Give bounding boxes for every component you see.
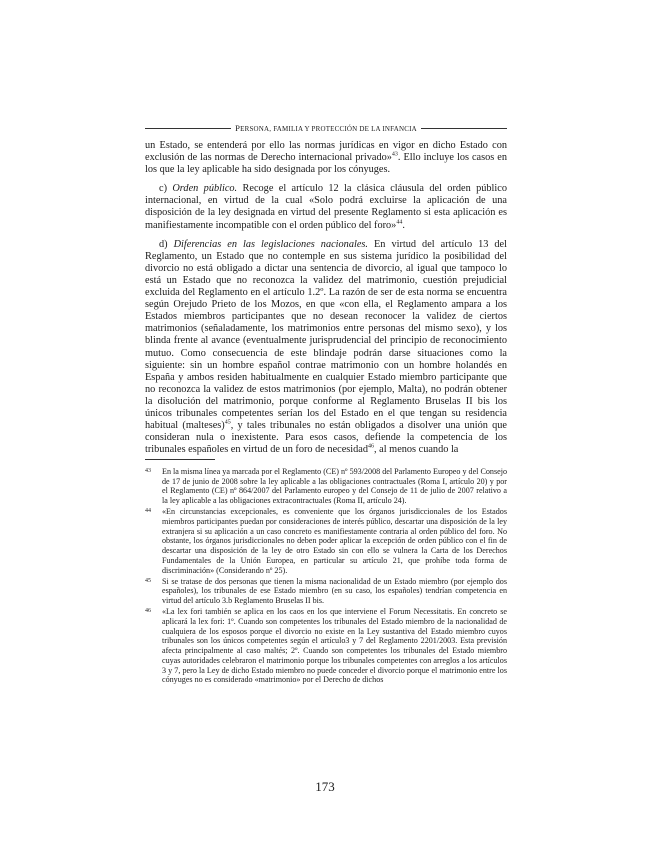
footnote-number: 46 <box>145 608 151 615</box>
running-header <box>145 121 507 135</box>
footnote-text: «En circunstancias excepcionales, es conveniente que los órganos jurisdiccionales de los Estados miembros participantes puedan por consideraciones de interés público, descartar una disposición de la ley extranjera si su aplicación a un caso concreto es manifiestamente contraria al orden público del foro. No obstante, los órganos jurisdiccionales no deben poder aplicar la excepción de orden público con el fin de descartar una disposición de la ley de otro Estado sin con ello se vulnera la Carta de los Derechos Fundamentales de la Unión Europea, en particular su artículo 21, que prohíbe toda forma de discriminación» (Considerando nº 25). <box>162 507 507 575</box>
paragraph-continuation <box>145 140 507 176</box>
page-number: 173 <box>315 779 335 794</box>
paragraph-text: , al menos cuando la <box>374 444 459 456</box>
header-rule-left <box>145 128 231 129</box>
paragraph-text: En virtud del artículo 13 del Reglamento, un Estado que no contemple en sus sistema jurídico la posibilidad del divorcio no está obligado a dictar una sentencia de divorcio, al igual que tampoco lo está un Estado que no reconozca la validez del matrimonio, cuestión prejudicial excluida del Reglamento en el artículo 1.2º. La razón de ser de esta norma se encuentra según Orejudo Prieto de los Mozos, en que «con ella, el Reglamento ampara a los Estados miembros participantes que no desean reconocer la validez de ciertos matrimonios (señaladamente, los matrimonios entre personas del mismo sexo), y los blinda frente al avance (eventualmente jurisprudencial del principio de reconocimiento mutuo. Como consecuencia de este blindaje podrán darse situaciones como la siguiente: sin un hombre español contrae matrimonio con un hombre holandés en España y ambos residen habitualmente en cualquier Estado miembro participante que no reconozca la validez de estos matrimonios (por ejemplo, Malta), no podrán obtener la disolución del matrimonio, porque conforme al Reglamento Bruselas II bis los únicos tribunales competentes serían los del Estado en el que tengan su residencia habitual (malteses) <box>145 238 507 432</box>
footnote <box>145 577 507 606</box>
footnote <box>145 467 507 506</box>
footnote-number: 44 <box>145 508 151 515</box>
footnote-number: 43 <box>145 468 151 474</box>
footnote <box>145 607 507 685</box>
footnote-separator <box>145 459 215 460</box>
paragraph-orden-publico <box>145 183 507 231</box>
footnote-ref: 46 <box>368 443 375 450</box>
header-rule-right <box>421 128 507 129</box>
footnote-ref: 45 <box>224 419 231 426</box>
body-text <box>145 140 507 463</box>
running-header-title <box>231 123 421 133</box>
footnote-text: Si se tratase de dos personas que tienen la misma nacionalidad de un Estado miembro (por ejemplo dos españoles), los tribunales de ese Estado miembro (en su caso, los españoles) tendrían competencia en virtud del artículo 3.b Reglamento Bruselas II bis. <box>162 576 507 606</box>
paragraph-text: , y tales tribunales no están obligados a disolver una unión que consideran nula o inexistente. Para esos casos, defiende la competencia de los tribunales españoles en virtud de un foro de necesidad <box>145 420 507 456</box>
footnotes <box>145 467 507 686</box>
paragraph-label: c) <box>159 183 173 195</box>
footnote-ref: 44 <box>396 219 403 226</box>
footnote-text: «La lex fori también se aplica en los caos en los que interviene el Forum Necessitatis. En concreto se aplicará la lex fori: 1º. Cuando son competentes los tribunales del Estado miembro de la nacionalidad de cualquiera de los esposos porque el divorcio no existe en la Ley sustantiva del Estado miembro cuyos tribunales son los únicos competentes según el artículo3 y 7 del Reglamento 2201/2003. Esta previsión afecta principalmente al caso maltés; 2º. Cuando son competentes los tribunales del Estado miembro cuyas autoridades celebraron el matrimonio porque los tribunales competentes con arreglos a los artículos 3 y 7, pero la Ley de dicho Estado miembro no puede conceder el divorcio porque el matrimonio entre los cónyuges no es considerado «matrimonio» por el Derecho de dichos <box>162 607 507 685</box>
paragraph-diferencias <box>145 239 507 457</box>
footnote-number: 45 <box>145 577 151 584</box>
footnote <box>145 507 507 575</box>
header-title-lead: P <box>235 123 241 133</box>
paragraph-label: d) <box>159 238 174 250</box>
paragraph-text: . <box>402 219 405 231</box>
paragraph-text: Recoge el artículo 12 la clásica cláusula del orden público internacional, en virtud de la cual «Solo podrá excluirse la aplicación de una disposición de la ley designada en virtud del presente Reglamento si esta aplicación es manifiestamente incompatible con el orden público del foro» <box>145 183 507 231</box>
paragraph-text: . Ello incluye los casos en los que la ley aplicable ha sido designada por los cónyuges. <box>145 152 507 176</box>
paragraph-heading: Orden público. <box>172 183 238 195</box>
footnote-text: En la misma línea ya marcada por el Reglamento (CE) nº 593/2008 del Parlamento Europeo y del Consejo de 17 de junio de 2008 sobre la ley aplicable a las obligaciones contractuales (Roma I, artículo 20) y por el Reglamento (CE) nº 864/2007 del Parlamento europeo y del Consejo de 11 de julio de 2007 relativo a la ley aplicable a las obligaciones extracontractuales (Roma II, artículo 24). <box>162 467 507 506</box>
paragraph-heading: Diferencias en las legislaciones nacionales. <box>173 238 368 250</box>
header-title-rest: ERSONA, FAMILIA Y PROTECCIÓN DE LA INFANCIA <box>240 125 417 133</box>
footnote-ref: 43 <box>391 151 398 158</box>
paragraph-text: un Estado, se entenderá por ello las normas jurídicas en vigor en dicho Estado con exclusión de las normas de Derecho internacional privado» <box>145 140 507 164</box>
